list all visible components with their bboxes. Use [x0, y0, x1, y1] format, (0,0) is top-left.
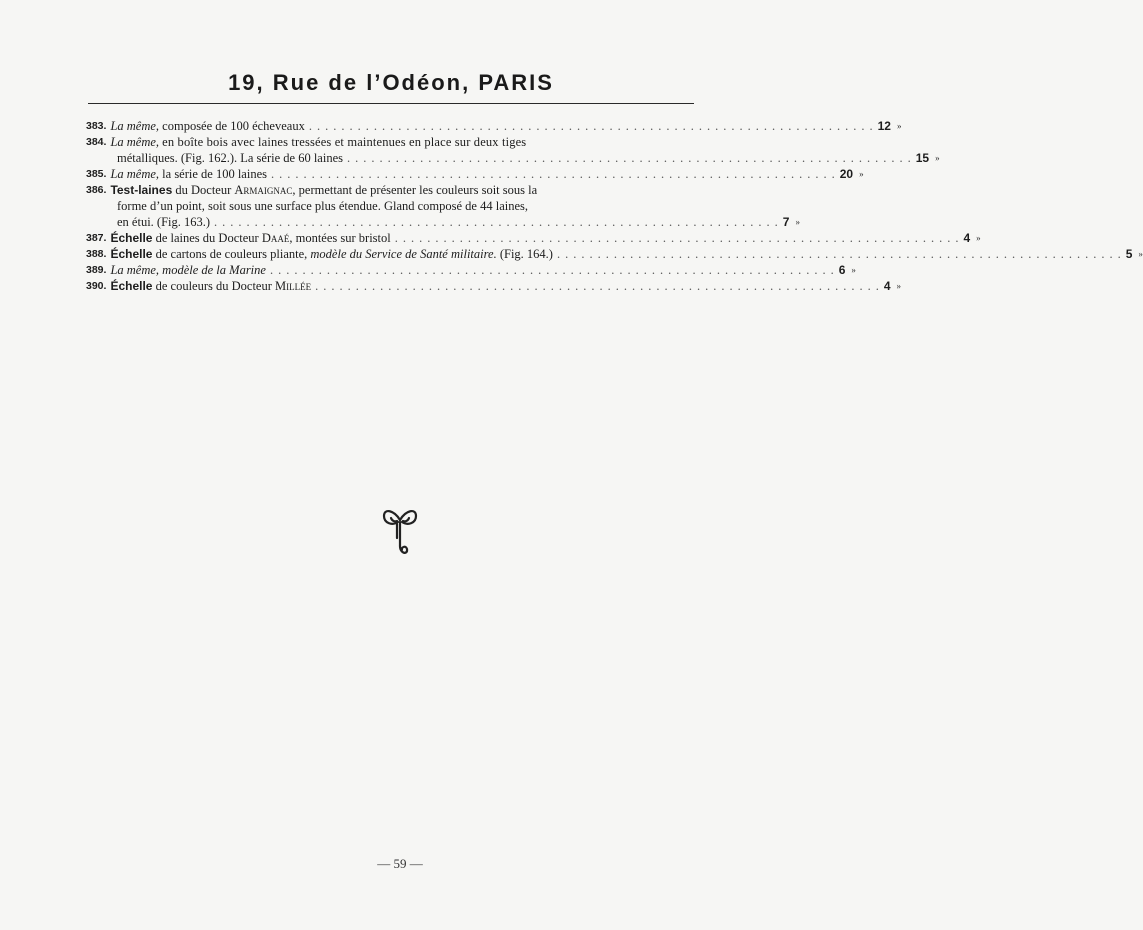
entry-number: 385.	[86, 168, 107, 180]
entry-price: 5	[1125, 247, 1133, 261]
entry-title: La même, modèle de la Marine	[110, 263, 266, 277]
entry-description: , permettant de présenter les couleurs soit sous la	[292, 183, 538, 197]
entry-author: Daaé	[261, 231, 290, 245]
fleuron-ornament-icon	[380, 506, 420, 562]
dot-leader: ......................................................................	[315, 279, 884, 293]
page-header: 19, Rue de l’Odéon, PARIS	[228, 70, 554, 95]
entry-figure-ref: (Fig. 164.)	[499, 247, 553, 261]
entry-model: modèle du Service de Santé militaire.	[310, 247, 497, 261]
entry-title: La même,	[110, 119, 160, 133]
price-unit: »	[976, 233, 981, 243]
catalog-entry-388	[86, 246, 1143, 262]
entry-number: 386.	[86, 184, 107, 196]
entry-price: 6	[838, 263, 846, 277]
catalog-entry-390	[86, 278, 902, 294]
entry-price: 12	[877, 119, 891, 133]
price-unit: »	[795, 217, 800, 227]
entry-title: Échelle	[110, 231, 153, 245]
page-number: — 59 —	[377, 856, 423, 871]
price-unit: »	[851, 265, 856, 275]
dot-leader: ......................................................................	[394, 231, 964, 245]
entry-description: , montées sur bristol	[289, 231, 391, 245]
entry-number: 387.	[86, 232, 107, 244]
entry-price: 7	[782, 215, 790, 229]
entry-price: 4	[963, 231, 971, 245]
catalog-entry-385	[86, 166, 864, 182]
dot-leader: ......................................................................	[269, 263, 839, 277]
entry-description-continued: métalliques. (Fig. 162.). La série de 60 laines	[117, 151, 343, 165]
dot-leader: ......................................................................	[271, 167, 840, 181]
dot-leader: ......................................................................	[214, 215, 783, 229]
entry-description: composée de 100 écheveaux	[162, 119, 305, 133]
catalog-entry-383	[86, 118, 902, 134]
price-unit: »	[896, 281, 902, 291]
entry-number: 383.	[86, 120, 107, 132]
entry-price: 20	[839, 167, 854, 181]
entry-description: de cartons de couleurs pliante,	[155, 247, 308, 261]
entry-description: du Docteur	[175, 183, 232, 197]
price-unit: »	[1138, 249, 1143, 259]
entry-price: 15	[915, 151, 930, 165]
catalog-entry-386	[86, 182, 800, 230]
entry-description: de laines du Docteur	[155, 231, 259, 245]
entry-price: 4	[883, 279, 891, 293]
entry-description-continued: forme d’un point, soit sous une surface plus étendue. Gland composé de 44 laines,	[117, 199, 529, 213]
price-unit: »	[935, 153, 940, 163]
entry-number: 390.	[86, 280, 107, 292]
entry-description: en boîte bois avec laines tressées et maintenues en place sur deux tiges	[162, 135, 527, 149]
entry-description: la série de 100 laines	[162, 167, 267, 181]
dot-leader: ......................................................................	[556, 247, 1126, 261]
entry-title: Échelle	[110, 279, 153, 293]
entry-description-continued: en étui. (Fig. 163.)	[117, 215, 211, 229]
entry-author: Millée	[275, 279, 312, 293]
entry-title: La même,	[110, 135, 160, 149]
entry-description: de couleurs du Docteur	[155, 279, 272, 293]
dot-leader: ......................................................................	[346, 151, 916, 165]
catalog-entry-389	[86, 262, 856, 278]
entry-number: 388.	[86, 248, 107, 260]
entry-title: Échelle	[110, 247, 153, 261]
entry-title: La même,	[110, 167, 160, 181]
entry-number: 389.	[86, 264, 107, 276]
header-rule	[88, 103, 694, 104]
entry-number: 384.	[86, 136, 107, 148]
entry-author: Armaignac	[234, 183, 293, 197]
catalog-entries	[86, 118, 1143, 294]
entry-title: Test-laines	[110, 183, 173, 197]
price-unit: »	[859, 169, 864, 179]
dot-leader: ......................................................................	[308, 119, 878, 133]
price-unit: »	[896, 121, 902, 131]
catalog-entry-387	[86, 230, 981, 246]
catalog-entry-384	[86, 134, 940, 166]
